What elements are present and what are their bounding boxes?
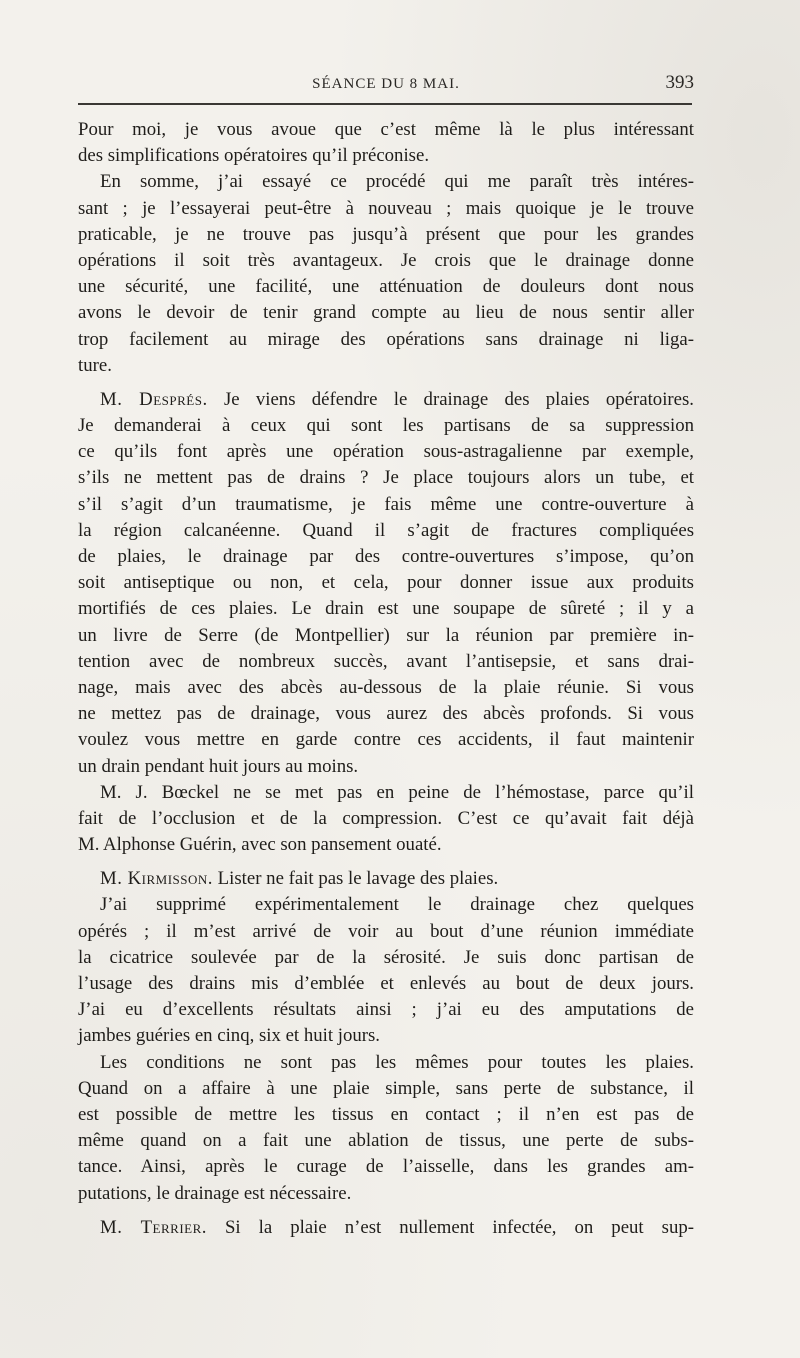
paragraph-line: nage, mais avec des abcès au-dessous de la plaie réunie. Si vous [78,676,694,698]
speaker-name: M. Kirmisson. [100,868,213,890]
paragraph-line: tance. Ainsi, après le curage de l’aisselle, dans les grandes am- [78,1156,694,1178]
paragraph-line: ce qu’ils font après une opération sous-astragalienne par exemple, [78,441,694,463]
paragraph-line: M. J. Bœckel ne se met pas en peine de l’hémostase, parce qu’il [100,781,694,803]
speaker-name: M. Després. [100,388,208,410]
body-text [78,117,694,1241]
paragraph-line: Les conditions ne sont pas les mêmes pour toutes les plaies. [100,1051,694,1073]
paragraph-line: J’ai eu d’excellents résultats ainsi ; j’ai eu des amputations de [78,999,694,1021]
paragraph-line: Je demanderai à ceux qui sont les partisans de sa suppression [78,415,694,437]
paragraph-line [78,387,694,413]
paragraph-line: fait de l’occlusion et de la compression. C’est ce qu’avait fait déjà [78,807,694,829]
paragraph-line: J’ai supprimé expérimentalement le drainage chez quelques [100,894,694,916]
paragraph-line: est possible de mettre les tissus en contact ; il n’en est pas de [78,1103,694,1125]
paragraph-line: même quand on a fait une ablation de tissus, une perte de subs- [78,1130,694,1152]
paragraph-line: Quand on a affaire à une plaie simple, sans perte de substance, il [78,1077,694,1099]
paragraph-line: s’il s’agit d’un traumatisme, je fais même une contre-ouverture à [78,493,694,515]
running-head: SÉANCE DU 8 MAI. [312,76,460,92]
paragraph-line: la région calcanéenne. Quand il s’agit de fractures compliquées [78,519,694,541]
speaker-name: M. Terrier. [100,1216,207,1238]
paragraph-line: une sécurité, une facilité, une atténuation de douleurs dont nous [78,276,694,298]
paragraph-line: tention avec de nombreux succès, avant l’antisepsie, et sans drai- [78,650,694,672]
paragraph-line: ne mettez pas de drainage, vous aurez des abcès profonds. Si vous [78,703,694,725]
paragraph-line: putations, le drainage est nécessaire. [78,1182,352,1204]
paragraph-line: soit antiseptique ou non, et cela, pour donner issue aux produits [78,572,694,594]
paragraph-line: opérations il soit très avantageux. Je crois que le drainage donne [78,249,694,271]
paragraph-line: En somme, j’ai essayé ce procédé qui me paraît très intéres- [100,171,694,193]
paragraph-line: avons le devoir de tenir grand compte au lieu de nous sentir aller [78,302,694,324]
paragraph-line: praticable, je ne trouve pas jusqu’à présent que pour les grandes [78,223,694,245]
paragraph-line: un drain pendant huit jours au moins. [78,755,359,777]
paragraph-line: voulez vous mettre en garde contre ces accidents, il faut maintenir [78,729,694,751]
header-rule [78,103,692,105]
page-header [78,72,694,98]
paragraph-line: la cicatrice soulevée par de la sérosité. Je suis donc partisan de [78,946,694,968]
paragraph-line: sant ; je l’essayerai peut-être à nouveau ; mais quoique je le trouve [78,197,694,219]
paragraph-line: jambes guéries en cinq, six et huit jours. [78,1025,381,1047]
speech-text: Lister ne fait pas le lavage des plaies. [212,868,499,890]
paragraph-line: M. Alphonse Guérin, avec son pansement ouaté. [78,834,442,856]
paragraph-line: s’ils ne mettent pas de drains ? Je place toujours alors un tube, et [78,467,694,489]
paragraph-line: opérés ; il m’est arrivé de voir au bout d’une réunion immédiate [78,920,694,942]
paragraph-line: un livre de Serre (de Montpellier) sur la réunion par première in- [78,624,694,646]
paragraph-line: ture. [78,354,112,376]
paragraph-line: Pour moi, je vous avoue que c’est même là le plus intéressant [78,119,694,140]
paragraph-line: de plaies, le drainage par des contre-ouvertures s’impose, qu’on [78,546,694,567]
paragraph-line: l’usage des drains mis d’emblée et enlevés au bout de deux jours. [78,973,694,994]
paragraph-line [78,866,694,892]
speech-text: Je viens défendre le drainage des plaies opératoires. [207,388,695,410]
page-number: 393 [665,72,694,93]
paragraph-line: des simplifications opératoires qu’il préconise. [78,145,430,167]
paragraph-line: trop facilement au mirage des opérations sans drainage ni liga- [78,328,694,350]
paragraph-line [78,1215,694,1241]
paragraph-line: mortifiés de ces plaies. Le drain est une soupape de sûreté ; il y a [78,598,694,620]
speech-text: Si la plaie n’est nullement infectée, on peut sup- [206,1216,694,1238]
